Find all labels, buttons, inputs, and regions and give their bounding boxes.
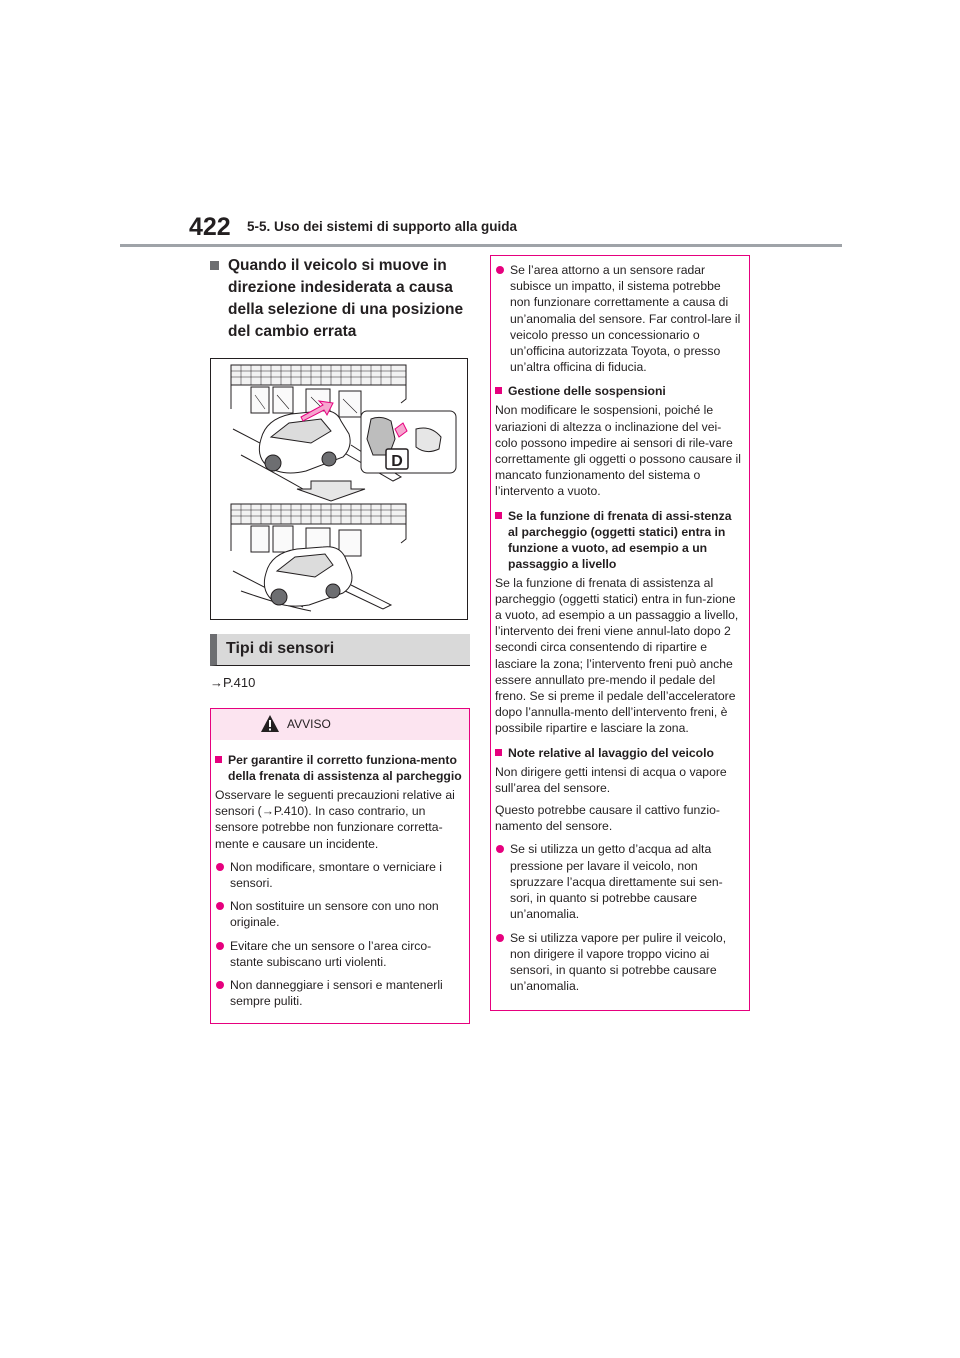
illustration-figure — [210, 358, 468, 620]
list-item-text: Non sostituire un sensore con uno non originale. — [230, 899, 439, 930]
bullet-dot-icon — [216, 942, 224, 950]
subheading-false-activation — [495, 508, 743, 572]
subheading-text: Se la funzione di frenata di assi-stenza al parcheggio (oggetti statici) entra in funzione a vuoto, ad esempio a un passaggio a livello — [508, 508, 732, 571]
pink-square-icon — [215, 756, 222, 763]
section-title-bar — [210, 634, 470, 666]
subheading-text: Note relative al lavaggio del veicolo — [508, 745, 714, 760]
section-title: Tipi di sensori — [226, 640, 335, 657]
subheading-suspension — [495, 383, 743, 399]
bullet-dot-icon — [216, 863, 224, 871]
bullet-dot-icon — [216, 902, 224, 910]
list-item-text: Evitare che un sensore o l’area circo-stante subiscano urti violenti. — [230, 938, 432, 969]
list-item — [215, 977, 464, 1009]
subheading-washing — [495, 745, 743, 761]
list-item — [495, 262, 743, 375]
warning-intro: Osservare le seguenti precauzioni relative ai sensori (→P.410). In caso contrario, un sensore potrebbe non funzionare corretta-mente e causare un incidente. — [215, 788, 455, 851]
bullet-dot-icon — [496, 845, 504, 853]
car-parking-illustration — [211, 359, 467, 619]
topic-heading-text: Quando il veicolo si muove in direzione indesiderata a causa della selezione di una posizione del cambio errata — [228, 257, 464, 340]
right-column — [490, 255, 750, 1011]
subheading-text: Gestione delle sospensioni — [508, 384, 666, 399]
list-item-text: Se si utilizza vapore per pulire il veicolo, non dirigere il vapore troppo vicino ai sensori, in quanto si potrebbe causare un’anomalia. — [510, 930, 727, 994]
list-item — [215, 859, 464, 891]
section-header: 5-5. Uso dei sistemi di supporto alla guida — [247, 219, 518, 234]
list-item-text: Se l’area attorno a un sensore radar subisce un impatto, il sistema potrebbe non funzionare correttamente a causa di un’anomalia del sensore. Far control-lare il veicolo presso un concessionario o un’officina autorizzata Toyota, o presso un’altra officina di fiducia. — [510, 263, 741, 375]
paragraph: Non modificare le sospensioni, poiché le variazioni di altezza o inclinazione del vei-colo possono impedire ai sensori di rile-vare correttamente gli oggetti o possono causare il mancato funzionamento del sistema o l’intervento a vuoto. — [495, 403, 741, 499]
pink-square-icon — [495, 512, 502, 519]
list-item — [215, 938, 464, 970]
pink-square-icon — [495, 387, 502, 394]
list-item — [495, 930, 743, 995]
bullet-dot-icon — [496, 934, 504, 942]
bullet-dot-icon — [216, 981, 224, 989]
paragraph: Non dirigere getti intensi di acqua o vapore sull’area del sensore. — [495, 764, 727, 795]
left-column — [210, 255, 470, 1024]
warning-subheading — [215, 752, 464, 784]
page-reference[interactable]: →P.410 — [210, 675, 256, 690]
list-item — [215, 898, 464, 930]
paragraph: Se la funzione di frenata di assistenza al parcheggio (oggetti statici) entra in fun-zione a vuoto, ad esempio a un passaggio a livello, l’intervento dei freni viene annul-lato dopo 2 secondi circa consentendo di ripartire e lasciare la zona; l’intervento freni può anche essere annullato pre-mendo il pedale del freno. Se si preme il pedale dell’acceleratore dopo l’annulla-mento dell’intervento freni, è possibile ripartire e lasciare la zona. — [495, 575, 739, 736]
pink-square-icon — [495, 749, 502, 756]
bullet-dot-icon — [496, 266, 504, 274]
list-item-text: Non modificare, smontare o verniciare i sensori. — [230, 859, 443, 891]
topic-heading — [210, 255, 470, 343]
list-item — [495, 841, 743, 922]
warning-subheading-text: Per garantire il corretto funziona-mento della frenata di assistenza al parcheggio — [228, 753, 462, 783]
warning-title: AVVISO — [287, 717, 331, 731]
warning-content — [211, 740, 469, 1023]
warning-triangle-icon — [260, 714, 280, 733]
list-item-text: Se si utilizza un getto d’acqua ad alta pressione per lavare il veicolo, non spruzzare l’acqua direttamente sui sen-sori, in quanto si potrebbe causare un’anomalia. — [510, 842, 723, 922]
header-rule — [120, 244, 842, 247]
square-bullet-icon — [210, 261, 219, 270]
warning-box — [210, 708, 470, 1024]
paragraph: Questo potrebbe causare il cattivo funzio-namento del sensore. — [495, 803, 720, 834]
warning-title-bar — [211, 709, 469, 740]
gear-label: D — [391, 453, 403, 470]
page-number: 422 — [189, 213, 231, 241]
warning-continued-box — [490, 255, 750, 1011]
list-item-text: Non danneggiare i sensori e mantenerli sempre puliti. — [230, 978, 443, 1009]
